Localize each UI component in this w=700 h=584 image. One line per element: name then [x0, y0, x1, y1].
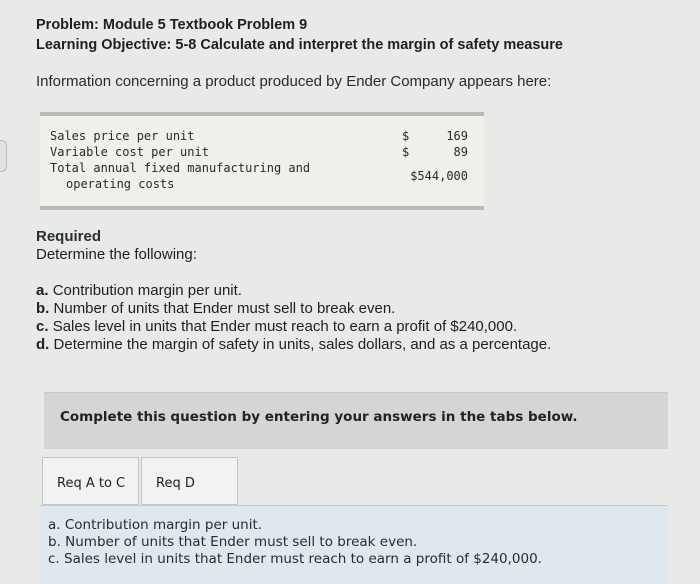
item-text: Number of units that Ender must sell to break even. [53, 300, 396, 317]
item-text: Determine the margin of safety in units, sales dollars, and as a percentage. [53, 336, 552, 353]
panel-line: c. Sales level in units that Ender must reach to earn a profit of $240,000. [48, 551, 542, 567]
instructions-banner [44, 392, 668, 449]
requirement-item [36, 300, 395, 317]
item-letter: d. [36, 336, 50, 353]
side-handle [0, 140, 7, 172]
banner-text: Complete this question by entering your answers in the tabs below. [60, 409, 578, 425]
table-row-dollar: $ [402, 129, 410, 143]
requirement-item [36, 318, 517, 335]
table-row-dollar: $ [402, 145, 410, 159]
table-row-value: $544,000 [410, 169, 468, 183]
item-letter: a. [36, 282, 49, 299]
table-row-value: 169 [446, 129, 468, 143]
panel-line: a. Contribution margin per unit. [48, 517, 263, 533]
item-letter: b. [36, 300, 50, 317]
required-instruction: Determine the following: [36, 246, 197, 263]
table-row-label: Sales price per unit [50, 129, 195, 143]
problem-title: Problem: Module 5 Textbook Problem 9 [36, 17, 308, 33]
intro-text: Information concerning a product produced by Ender Company appears here: [36, 73, 552, 90]
tab-req-a-to-c[interactable] [42, 457, 139, 505]
tab-req-d[interactable] [141, 457, 238, 505]
product-info-table [40, 112, 484, 210]
tab-label: Req D [156, 476, 195, 491]
item-text: Sales level in units that Ender must reach to earn a profit of $240,000. [52, 318, 518, 335]
tab-label: Req A to C [57, 476, 126, 491]
item-letter: c. [36, 318, 49, 335]
tab-panel [40, 505, 668, 584]
panel-line: b. Number of units that Ender must sell to break even. [48, 534, 418, 550]
required-heading: Required [36, 228, 102, 245]
item-text: Contribution margin per unit. [52, 282, 242, 299]
requirement-item [36, 336, 551, 353]
table-row-value: 89 [453, 145, 468, 159]
table-row-label: Variable cost per unit [50, 145, 209, 159]
table-row-label-continued: operating costs [66, 177, 175, 191]
requirement-item [36, 282, 242, 299]
learning-objective: Learning Objective: 5-8 Calculate and interpret the margin of safety measure [36, 37, 563, 53]
table-row-label: Total annual fixed manufacturing and [50, 161, 311, 175]
